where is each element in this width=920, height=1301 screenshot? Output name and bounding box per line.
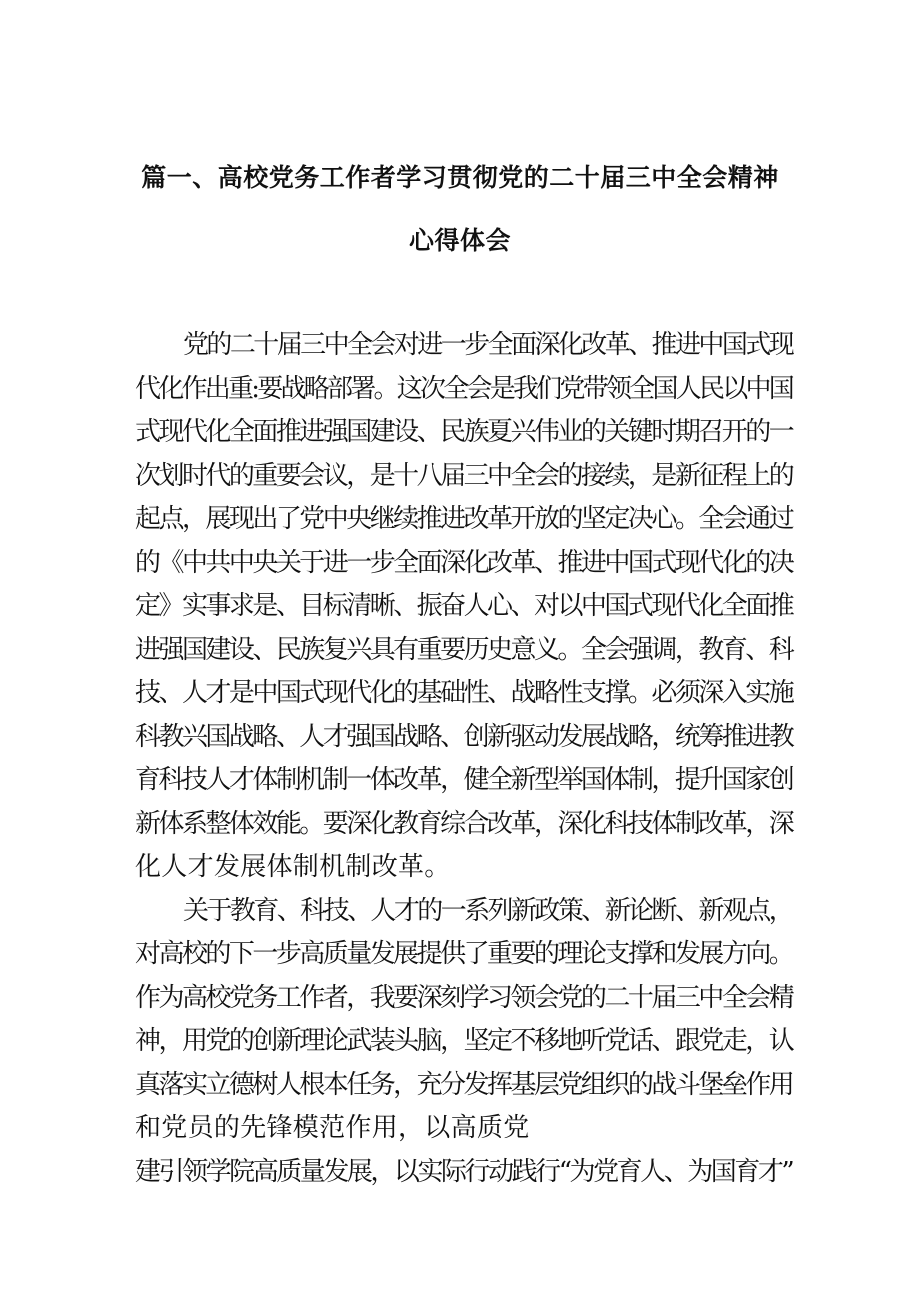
paragraph-1-line: 起点，展现出了党中央继续推进改革开放的坚定决心。全会通过 [135, 504, 793, 534]
paragraph-1-line: 的《中共中央关于进一步全面深化改革、推进中国式现代化的决 [135, 547, 793, 578]
paragraph-1-line: 党的二十届三中全会对进一步全面深化改革、推进中国式现 [183, 330, 793, 360]
paragraph-1-line: 次划时代的重要会议，是十八届三中全会的接续，是新征程上的 [135, 460, 793, 491]
paragraph-1-line: 育科技人才体制机制一体改革，健全新型举国体制，提升国家创 [135, 765, 793, 795]
document-body [135, 324, 795, 1194]
paragraph-2-line: 作为高校党务工作者，我要深刻学习领会党的二十届三中全会精 [135, 982, 793, 1013]
paragraph-2-line: 神，用党的创新理论武装头脑，坚定不移地听党话、跟党走，认 [135, 1026, 793, 1056]
paragraph-2-line: 对高校的下一步高质量发展提供了重要的理论支撑和发展方向。 [135, 939, 793, 969]
paragraph-1-line: 化人才发展体制机制改革。 [135, 852, 451, 882]
paragraph-1-line: 技、人才是中国式现代化的基础性、战略性支撑。必须深入实施 [135, 678, 793, 708]
paragraph-1-line: 新体系整体效能。要深化教育综合改革，深化科技体制改革，深 [135, 808, 793, 839]
paragraph-1-line: 式现代化全面推进强国建设、民族夏兴伟业的关键时期召开的一 [135, 417, 793, 447]
document-title-line-1: 篇一、高校党务工作者学习贯彻党的二十届三中全会精神 [141, 163, 779, 192]
paragraph-2-line: 关于教育、科技、人才的一系列新政策、新论断、新观点， [183, 895, 793, 926]
paragraph-1-line: 代化作出重:要战略部署。这次全会是我们党带领全国人民以中国 [135, 373, 792, 404]
paragraph-1-line: 进强国建设、民族复兴具有重要历史意义。全会强调，教育、科 [135, 634, 793, 665]
paragraph-2-line: 和党员的先锋模范作用，以高质党 [135, 1113, 530, 1143]
paragraph-2-line: 建引领学院高质量发展，以实际行动践行“为党育人、为国育才” [135, 1156, 793, 1187]
document-title-line-2: 心得体会 [408, 226, 511, 255]
paragraph-1-line: 定》实事求是、目标清晰、振奋人心、对以中国式现代化全面推 [135, 591, 793, 621]
paragraph-1-line: 科教兴国战略、人才强国战略、创新驱动发展战略，统筹推进教 [135, 721, 793, 752]
paragraph-2-line: 真落实立德树人根本任务，充分发挥基层党组织的战斗堡垒作用 [135, 1069, 793, 1100]
